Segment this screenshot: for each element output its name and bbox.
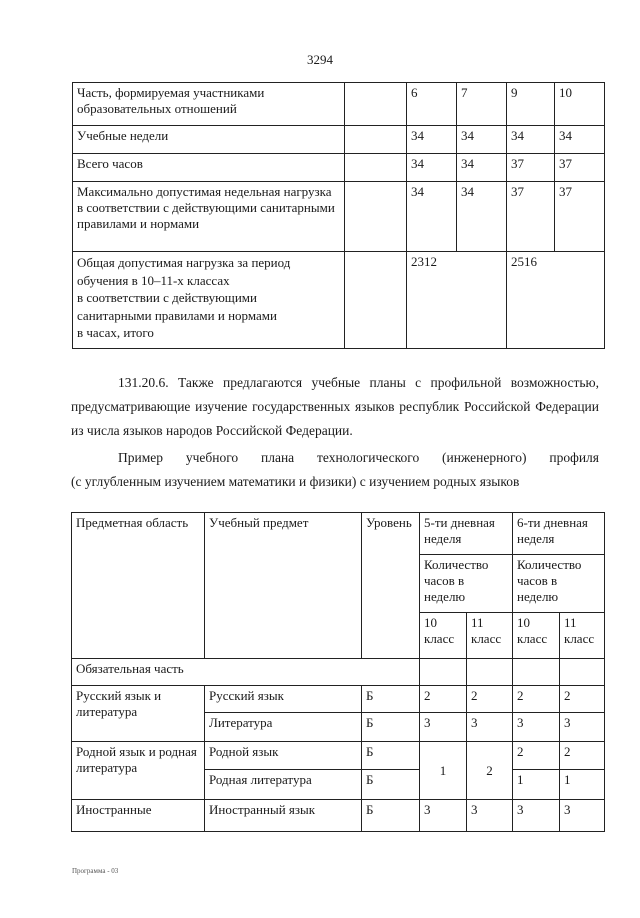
- table-cell: 34: [407, 126, 457, 154]
- table-cell: 7: [457, 83, 507, 126]
- table-cell: 37: [555, 182, 605, 252]
- level: Б: [362, 686, 420, 713]
- subject-area: Иностранные: [72, 800, 205, 832]
- table-row: [73, 252, 605, 349]
- header-hours-per-week: Количество часов в неделю: [513, 555, 605, 613]
- subject-name: Родная литература: [205, 770, 362, 800]
- subject-name: Родной язык: [205, 742, 362, 770]
- header-grade: 10 класс: [420, 613, 467, 659]
- table-cell: 37: [507, 154, 555, 182]
- table-cell: 3: [513, 800, 560, 832]
- page-number: 3294: [307, 52, 333, 67]
- table-cell: 3: [420, 713, 467, 742]
- table-cell: 2: [513, 686, 560, 713]
- table-cell: 37: [507, 182, 555, 252]
- table-cell: 2516: [507, 252, 605, 349]
- table-cell: 3: [467, 800, 513, 832]
- table-cell: 3: [560, 713, 605, 742]
- table-cell: 3: [560, 800, 605, 832]
- level: Б: [362, 713, 420, 742]
- plan-heading-line-2: (с углубленным изучением математики и физики) с изучением родных языков: [71, 474, 520, 489]
- table-cell: 34: [457, 154, 507, 182]
- header-grade: 11 класс: [560, 613, 605, 659]
- table-cell: 37: [555, 154, 605, 182]
- section-label: Обязательная часть: [72, 659, 420, 686]
- table-row: [73, 126, 605, 154]
- table-header-row: [72, 513, 605, 555]
- table-cell: 2: [513, 742, 560, 770]
- table-row: [73, 83, 605, 126]
- header-six-day-week: 6-ти дневная неделя: [513, 513, 605, 555]
- table-row: [73, 182, 605, 252]
- table-row: [72, 742, 605, 770]
- table-cell: 1: [513, 770, 560, 800]
- row-label: Всего часов: [73, 154, 345, 182]
- table-cell: 2: [560, 686, 605, 713]
- table-cell: 34: [457, 182, 507, 252]
- row-label: Общая допустимая нагрузка за период обучения в 10–11-х классах в соответствии с действующими санитарными правилами и нормами в часах, итого: [73, 252, 345, 349]
- header-grade: 10 класс: [513, 613, 560, 659]
- table-cell: 2: [467, 742, 513, 800]
- table-cell: 9: [507, 83, 555, 126]
- table-cell: 34: [407, 182, 457, 252]
- table-cell: 34: [555, 126, 605, 154]
- curriculum-table: [71, 512, 605, 832]
- subject-name: Русский язык: [205, 686, 362, 713]
- table-cell: 1: [420, 742, 467, 800]
- table-cell: 3: [467, 713, 513, 742]
- section-row: [72, 659, 605, 686]
- table-cell: 6: [407, 83, 457, 126]
- table-cell: 34: [507, 126, 555, 154]
- subject-area: Русский язык и литература: [72, 686, 205, 742]
- level: Б: [362, 770, 420, 800]
- subject-name: Литература: [205, 713, 362, 742]
- table-cell: 2: [560, 742, 605, 770]
- subject-area: Родной язык и родная литература: [72, 742, 205, 800]
- table-cell: 3: [420, 800, 467, 832]
- footer-note: Программа - 03: [72, 867, 119, 875]
- header-grade: 11 класс: [467, 613, 513, 659]
- table-cell: 3: [513, 713, 560, 742]
- table-cell: 2: [467, 686, 513, 713]
- subject-name: Иностранный язык: [205, 800, 362, 832]
- table-cell: 2312: [407, 252, 507, 349]
- table-cell: 34: [457, 126, 507, 154]
- paragraph-131-20-6: 131.20.6. Также предлагаются учебные планы с профильной возможностью, предусматривающие изучение государственных языков республик Российской Федерации из числа языков народов Российской Федерации.: [71, 375, 599, 438]
- header-level: Уровень: [362, 513, 420, 659]
- table-cell: 34: [407, 154, 457, 182]
- table-cell: 10: [555, 83, 605, 126]
- level: Б: [362, 742, 420, 770]
- table-cell: 1: [560, 770, 605, 800]
- table-row: [72, 686, 605, 713]
- table-cell: 2: [420, 686, 467, 713]
- row-label: Часть, формируемая участниками образовательных отношений: [73, 83, 345, 126]
- header-subject: Учебный предмет: [205, 513, 362, 659]
- level: Б: [362, 800, 420, 832]
- hours-summary-table: [72, 82, 605, 349]
- header-five-day-week: 5-ти дневная неделя: [420, 513, 513, 555]
- table-row: [73, 154, 605, 182]
- plan-heading-line-1: Пример учебного плана технологического (инженерного) профиля: [118, 450, 599, 465]
- table-row: [72, 800, 605, 832]
- row-label: Учебные недели: [73, 126, 345, 154]
- header-hours-per-week: Количество часов в неделю: [420, 555, 513, 613]
- header-subject-area: Предметная область: [72, 513, 205, 659]
- row-label: Максимально допустимая недельная нагрузка в соответствии с действующими санитарными правилами и нормами: [73, 182, 345, 252]
